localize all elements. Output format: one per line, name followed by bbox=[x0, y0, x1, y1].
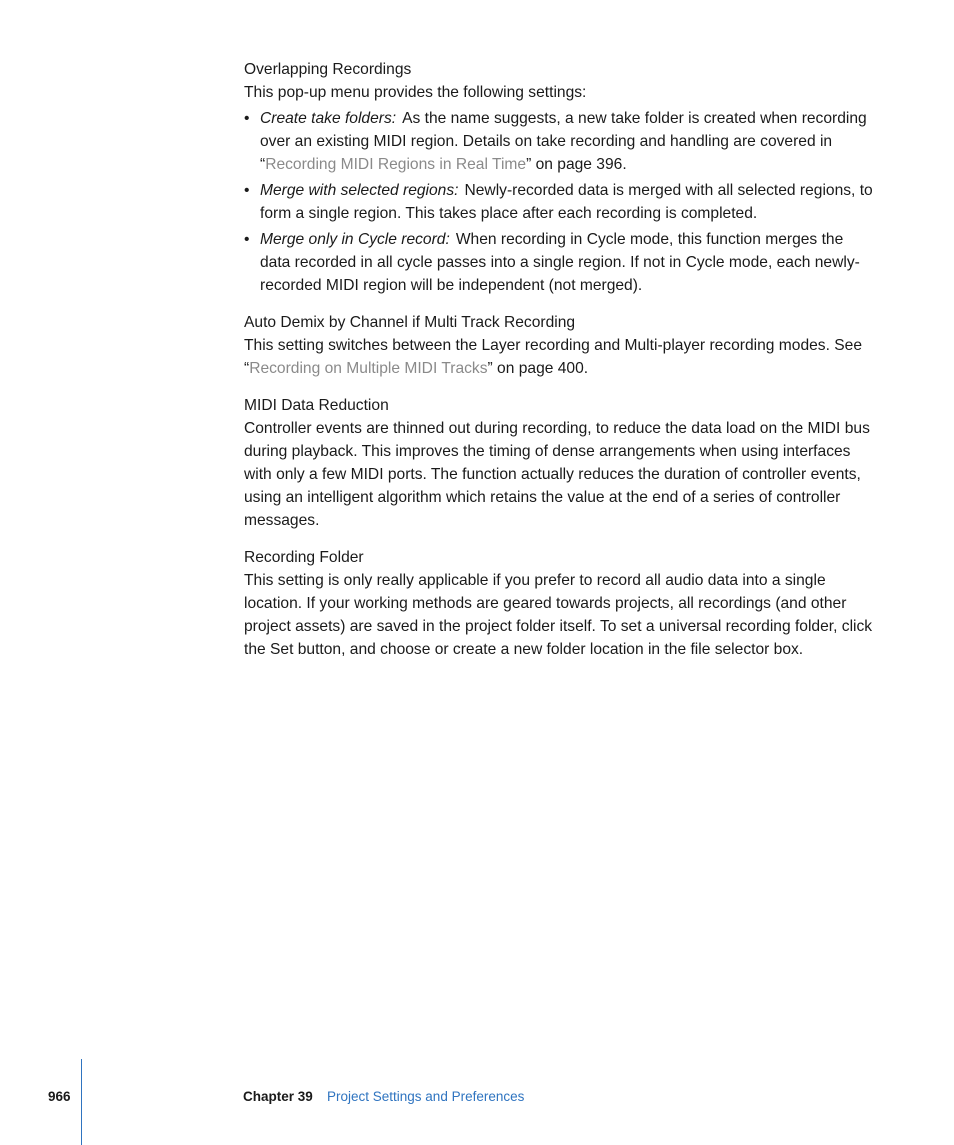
setting-term: Merge only in Cycle record: bbox=[260, 231, 450, 248]
section-intro: This pop-up menu provides the following settings: bbox=[244, 84, 587, 101]
section-overlapping-recordings bbox=[244, 58, 874, 297]
list-item bbox=[244, 179, 874, 225]
cross-reference-link[interactable]: Recording MIDI Regions in Real Time bbox=[265, 156, 527, 173]
setting-term: Create take folders: bbox=[260, 110, 397, 127]
page-footer bbox=[0, 1086, 954, 1110]
section-midi-data-reduction bbox=[244, 394, 874, 532]
cross-reference-link[interactable]: Recording on Multiple MIDI Tracks bbox=[249, 360, 488, 377]
page-content bbox=[244, 58, 874, 675]
page-number: 966 bbox=[48, 1089, 71, 1104]
page-reference: ” on page 400. bbox=[487, 360, 589, 377]
settings-list bbox=[244, 107, 874, 297]
body-text: This setting switches between the Layer recording and Multi-player recording modes. See “ bbox=[244, 337, 863, 377]
bullet-icon: • bbox=[244, 182, 250, 199]
setting-description: Newly-recorded data is merged with all selected regions, to form a single region. This takes place after each recording is completed. bbox=[260, 182, 873, 222]
chapter-label: Chapter 39 bbox=[243, 1089, 313, 1104]
section-heading: Recording Folder bbox=[244, 549, 364, 566]
section-body bbox=[244, 334, 874, 380]
section-body: This setting is only really applicable if you prefer to record all audio data into a single location. If your working methods are geared towards projects, all recordings (and other project assets) are saved in the project folder itself. To set a universal recording folder, click the Set button, and choose or create a new folder location in the file selector box. bbox=[244, 572, 873, 658]
section-heading: Overlapping Recordings bbox=[244, 61, 412, 78]
setting-term: Merge with selected regions: bbox=[260, 182, 459, 199]
list-item bbox=[244, 107, 874, 176]
section-recording-folder bbox=[244, 546, 874, 661]
page-reference: ” on page 396. bbox=[526, 156, 627, 173]
section-body: Controller events are thinned out during recording, to reduce the data load on the MIDI bus during playback. This improves the timing of dense arrangements when using interfaces with only a few MIDI ports. The function actually reduces the duration of controller events, using an intelligent algorithm which retains the value at the end of a series of controller messages. bbox=[244, 420, 870, 529]
chapter-title-link[interactable]: Project Settings and Preferences bbox=[327, 1089, 525, 1104]
bullet-icon: • bbox=[244, 110, 250, 127]
section-heading: MIDI Data Reduction bbox=[244, 397, 389, 414]
section-heading: Auto Demix by Channel if Multi Track Recording bbox=[244, 314, 576, 331]
setting-description: When recording in Cycle mode, this function merges the data recorded in all cycle passes into a single region. If not in Cycle mode, each newly-recorded MIDI region will be independent (not merged). bbox=[260, 231, 860, 294]
setting-description: As the name suggests, a new take folder is created when recording over an existing MIDI region. Details on take recording and handling are covered in “ bbox=[260, 110, 867, 173]
list-item bbox=[244, 228, 874, 297]
bullet-icon: • bbox=[244, 231, 250, 248]
section-auto-demix bbox=[244, 311, 874, 380]
